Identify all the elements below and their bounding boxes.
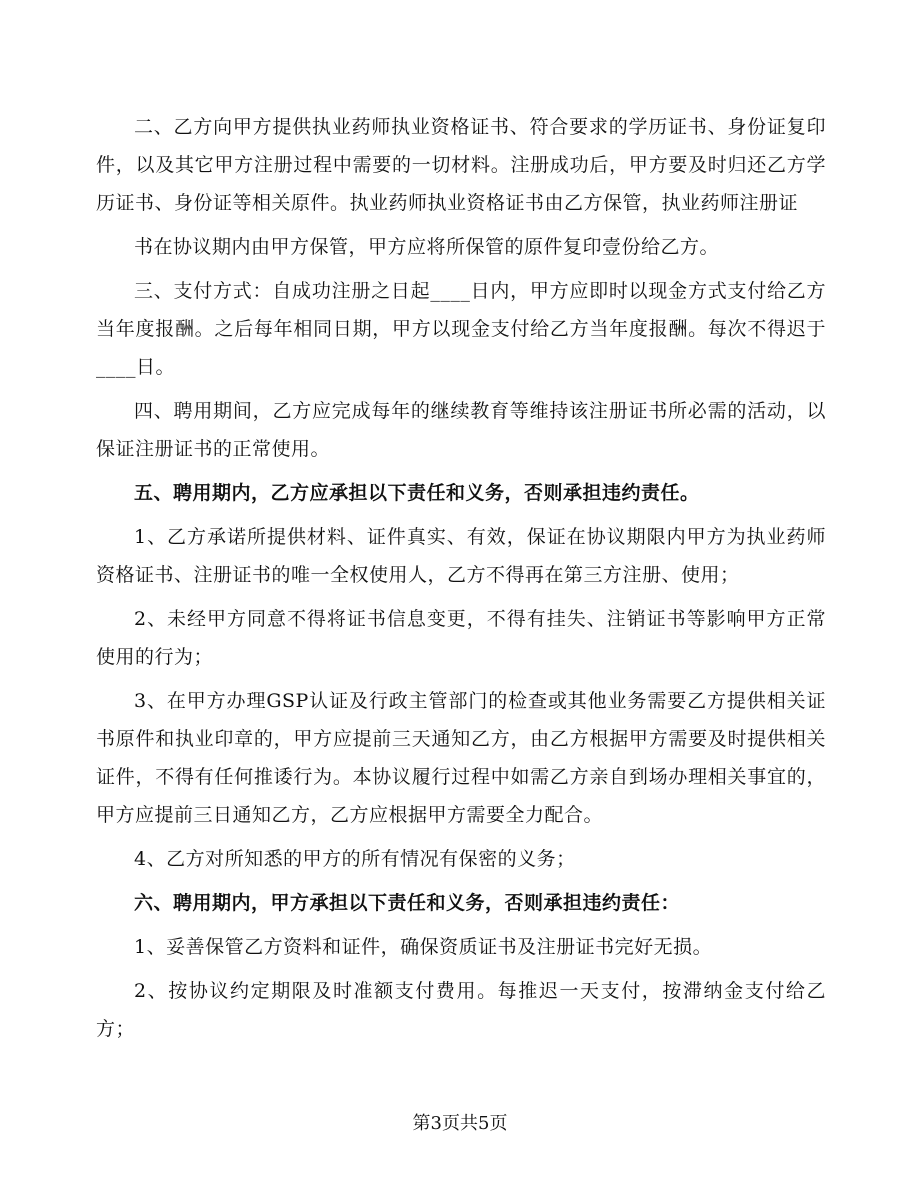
- clause-5-item-2: 2、未经甲方同意不得将证书信息变更，不得有挂失、注销证书等影响甲方正常使用的行为；: [96, 608, 826, 668]
- clause-2-paragraph: 二、乙方向甲方提供执业药师执业资格证书、符合要求的学历证书、身份证复印件，以及其它甲方注册过程中需要的一切材料。注册成功后，甲方要及时归还乙方学历证书、身份证等相关原件。执业药师执业资格证书由乙方保管，执业药师注册证: [96, 116, 826, 214]
- clause-5-item-4: 4、乙方对所知悉的甲方的所有情况有保密的义务；: [134, 848, 576, 870]
- document-body: [96, 108, 826, 1052]
- page-number-footer: 第3页共5页: [412, 1113, 508, 1134]
- clause-6-heading: 六、聘用期内，甲方承担以下责任和义务，否则承担违约责任：: [134, 892, 681, 914]
- clause-2-continuation-paragraph: 书在协议期内由甲方保管，甲方应将所保管的原件复印壹份给乙方。: [134, 236, 720, 258]
- clause-3-payment-paragraph: 三、支付方式：自成功注册之日起____日内，甲方应即时以现金方式支付给乙方当年度报酬。之后每年相同日期，甲方以现金支付给乙方当年度报酬。每次不得迟于____日。: [96, 280, 826, 378]
- clause-5-item-3: 3、在甲方办理GSP认证及行政主管部门的检查或其他业务需要乙方提供相关证书原件和执业印章的，甲方应提前三天通知乙方，由乙方根据甲方需要及时提供相关证件，不得有任何推诿行为。本协议履行过程中如需乙方亲自到场办理相关事宜的，甲方应提前三日通知乙方，乙方应根据甲方需要全力配合。: [96, 690, 826, 826]
- clause-6-item-1: 1、妥善保管乙方资料和证件，确保资质证书及注册证书完好无损。: [134, 936, 713, 958]
- clause-5-heading: 五、聘用期内，乙方应承担以下责任和义务，否则承担违约责任。: [134, 482, 700, 504]
- clause-5-item-1: 1、乙方承诺所提供材料、证件真实、有效，保证在协议期限内甲方为执业药师资格证书、注册证书的唯一全权使用人，乙方不得再在第三方注册、使用；: [96, 526, 826, 586]
- clause-4-paragraph: 四、聘用期间，乙方应完成每年的继续教育等维持该注册证书所必需的活动，以保证注册证书的正常使用。: [96, 400, 826, 460]
- clause-6-item-2: 2、按协议约定期限及时准额支付费用。每推迟一天支付，按滞纳金支付给乙方；: [96, 980, 826, 1040]
